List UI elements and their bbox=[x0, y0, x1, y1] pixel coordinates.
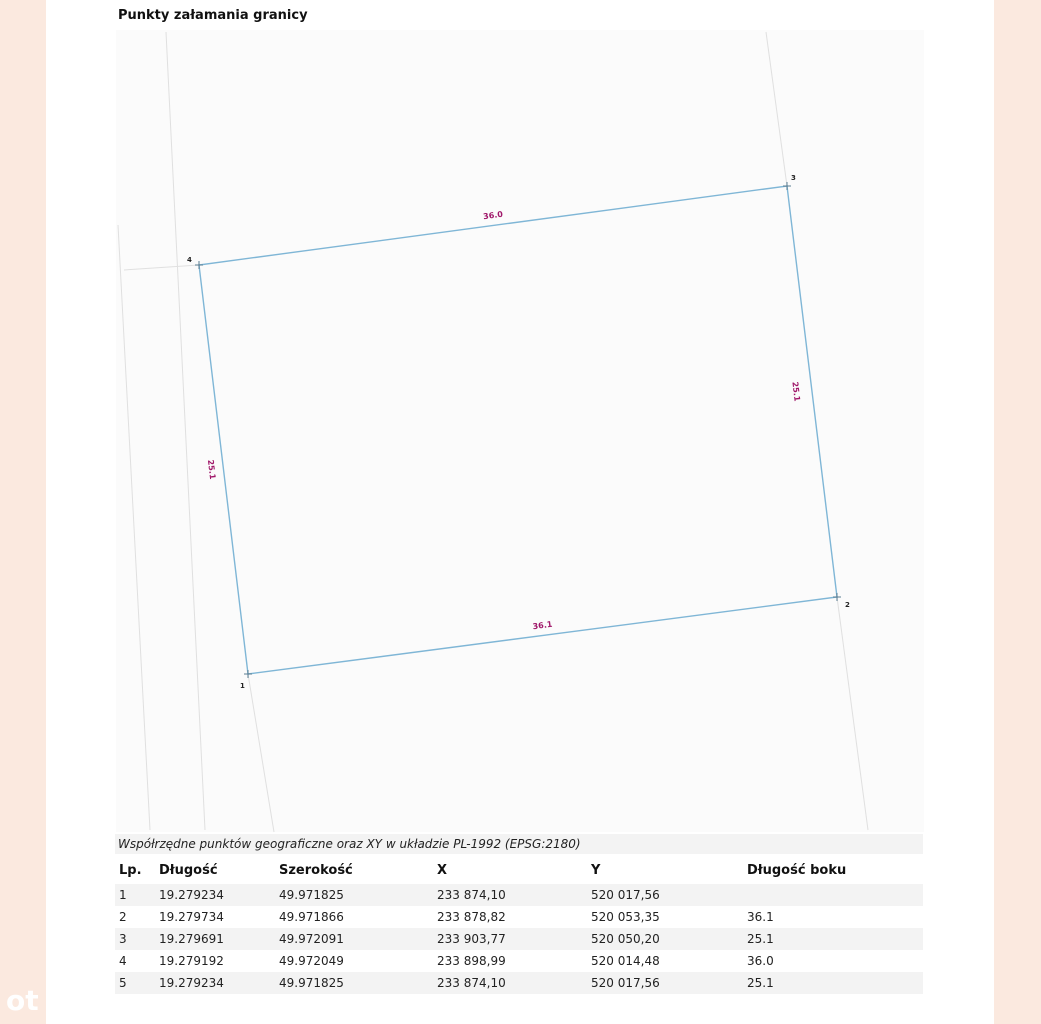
cell-y: 520 050,20 bbox=[591, 932, 660, 946]
edge-length-label: 25.1 bbox=[790, 381, 802, 402]
header-y: Y bbox=[591, 862, 601, 878]
background-logo-fragment: ot bbox=[6, 984, 39, 1017]
vertex-label: 4 bbox=[187, 256, 192, 264]
cell-lp: 2 bbox=[119, 910, 127, 924]
cell-side-length: 25.1 bbox=[747, 976, 774, 990]
vertex-label: 1 bbox=[240, 682, 245, 690]
vertex-label: 2 bbox=[845, 601, 850, 609]
table-row bbox=[115, 928, 923, 950]
table-header-row bbox=[115, 856, 923, 884]
cell-latitude: 49.972091 bbox=[279, 932, 344, 946]
cell-x: 233 874,10 bbox=[437, 888, 506, 902]
cell-longitude: 19.279691 bbox=[159, 932, 224, 946]
header-latitude: Szerokość bbox=[279, 862, 353, 878]
cell-longitude: 19.279234 bbox=[159, 888, 224, 902]
cell-lp: 4 bbox=[119, 954, 127, 968]
cell-lp: 3 bbox=[119, 932, 127, 946]
header-side-length: Długość boku bbox=[747, 862, 847, 878]
cell-x: 233 878,82 bbox=[437, 910, 506, 924]
header-x: X bbox=[437, 862, 448, 878]
map-title: Punkty załamania granicy bbox=[118, 8, 308, 23]
cell-y: 520 017,56 bbox=[591, 976, 660, 990]
cell-side-length: 36.1 bbox=[747, 910, 774, 924]
cell-side-length: 36.0 bbox=[747, 954, 774, 968]
cell-lp: 5 bbox=[119, 976, 127, 990]
cell-x: 233 903,77 bbox=[437, 932, 506, 946]
cell-side-length: 25.1 bbox=[747, 932, 774, 946]
header-longitude: Długość bbox=[159, 862, 218, 878]
table-row bbox=[115, 950, 923, 972]
cell-y: 520 017,56 bbox=[591, 888, 660, 902]
cell-longitude: 19.279234 bbox=[159, 976, 224, 990]
cell-latitude: 49.971825 bbox=[279, 888, 344, 902]
header-lp: Lp. bbox=[119, 862, 142, 878]
vertex-label: 3 bbox=[791, 174, 796, 182]
cell-side-length bbox=[743, 884, 923, 906]
map-background bbox=[116, 30, 924, 832]
cell-x: 233 874,10 bbox=[437, 976, 506, 990]
cell-x: 233 898,99 bbox=[437, 954, 506, 968]
edge-length-label: 36.1 bbox=[532, 619, 553, 632]
cell-lp: 1 bbox=[119, 888, 127, 902]
coordinates-table bbox=[115, 856, 923, 994]
cell-longitude: 19.279734 bbox=[159, 910, 224, 924]
table-caption: Współrzędne punktów geograficzne oraz XY w układzie PL-1992 (EPSG:2180) bbox=[115, 834, 923, 854]
table-row bbox=[115, 906, 923, 928]
cell-latitude: 49.972049 bbox=[279, 954, 344, 968]
cell-longitude: 19.279192 bbox=[159, 954, 224, 968]
table-row bbox=[115, 884, 923, 906]
cell-y: 520 053,35 bbox=[591, 910, 660, 924]
cell-y: 520 014,48 bbox=[591, 954, 660, 968]
cell-latitude: 49.971825 bbox=[279, 976, 344, 990]
edge-length-label: 36.0 bbox=[482, 209, 504, 222]
cell-latitude: 49.971866 bbox=[279, 910, 344, 924]
table-row bbox=[115, 972, 923, 994]
edge-length-label: 25.1 bbox=[205, 459, 218, 480]
